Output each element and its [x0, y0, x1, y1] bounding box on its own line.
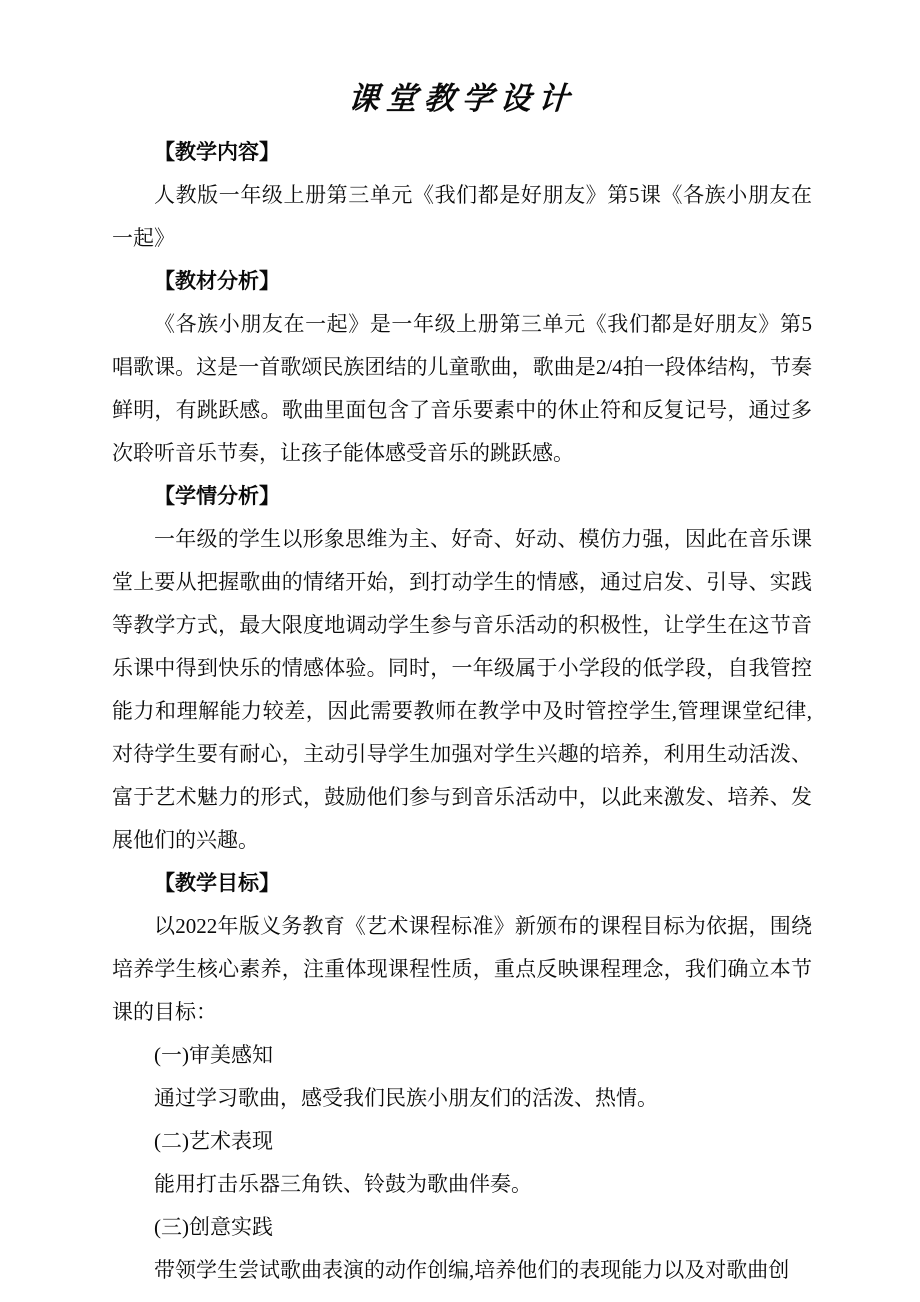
paragraph-creative-practice: 带领学生尝试歌曲表演的动作创编,培养他们的表现能力以及对歌曲创 [154, 1258, 790, 1283]
paragraph-learner-analysis: 一年级的学生以形象思维为主、好奇、好动、模仿力强，因此在音乐课堂上要从把握歌曲的情绪开始，到打动学生的情感，通过启发、引导、实践等教学方式，最大限度地调动学生参与音乐活动的积极性，让学生在这节音乐课中得到快乐的情感体验。同时，一年级属于小学段的低学段，自我管控能力和理解能力较差，因此需要教师在教学中及时管控学生,管理课堂纪律,对待学生要有耐心，主动引导学生加强对学生兴趣的培养，利用生动活泼、富于艺术魅力的形式，鼓励他们参与到音乐活动中，以此来激发、培养、发展他们的兴趣。 [112, 527, 812, 853]
paragraph-aesthetic-perception: 通过学习歌曲，感受我们民族小朋友们的活泼、热情。 [154, 1086, 658, 1111]
document-title: 课堂教学设计 [346, 81, 578, 116]
paragraph-teaching-content: 人教版一年级上册第三单元《我们都是好朋友》第5课《各族小朋友在一起》 [112, 183, 812, 251]
section-heading-learner-analysis: 【学情分析】 [154, 485, 280, 509]
subheading-artistic-expression: (二)艺术表现 [154, 1129, 273, 1154]
paragraph-material-analysis: 《各族小朋友在一起》是一年级上册第三单元《我们都是好朋友》第5唱歌课。这是一首歌颂民族团结的儿童歌曲，歌曲是2/4拍一段体结构，节奏鲜明，有跳跃感。歌曲里面包含了音乐要素中的休止符和反复记号，通过多次聆听音乐节奏，让孩子能体感受音乐的跳跃感。 [112, 312, 812, 466]
section-heading-teaching-goals: 【教学目标】 [154, 872, 280, 896]
subheading-aesthetic-perception: (一)审美感知 [154, 1043, 273, 1068]
subheading-creative-practice: (三)创意实践 [154, 1215, 273, 1240]
section-heading-teaching-content: 【教学内容】 [154, 141, 280, 165]
section-heading-material-analysis: 【教材分析】 [154, 270, 280, 294]
paragraph-artistic-expression: 能用打击乐器三角铁、铃鼓为歌曲伴奏。 [154, 1172, 532, 1197]
paragraph-teaching-goals-intro: 以2022年版义务教育《艺术课程标准》新颁布的课程目标为依据，围绕培养学生核心素养，注重体现课程性质，重点反映课程理念，我们确立本节课的目标： [112, 914, 812, 1025]
